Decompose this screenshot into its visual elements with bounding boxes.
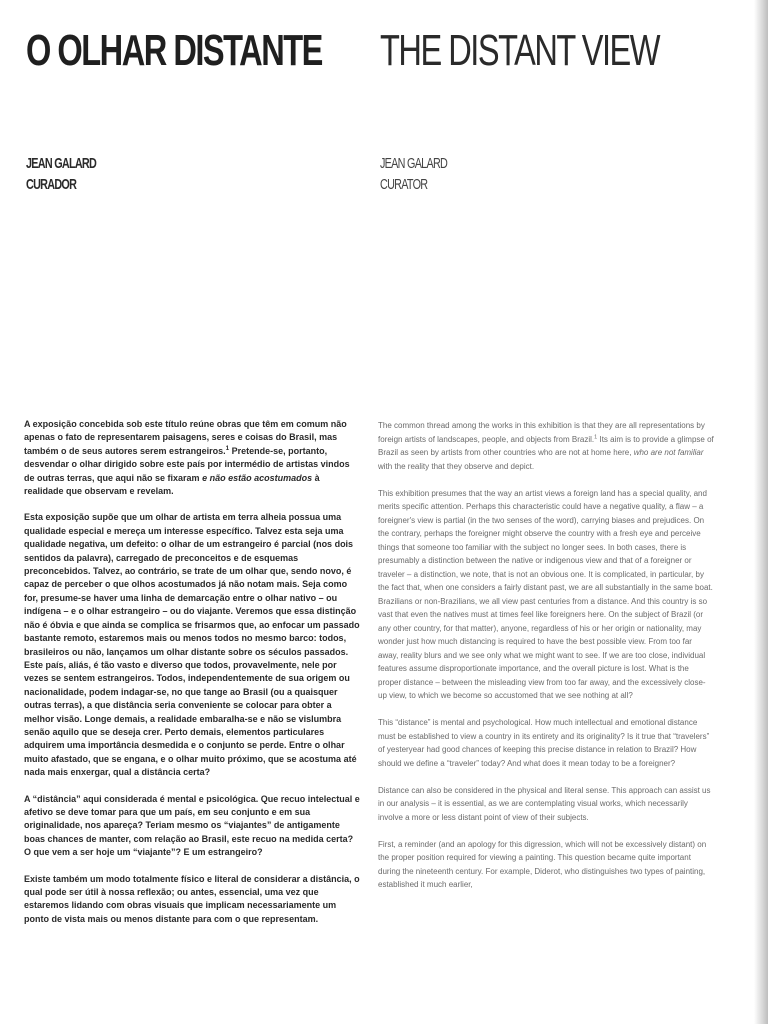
text-run: Its aim is to provide a glimpse of Brazil as seen by artists from other countries who are not at home here,: [378, 434, 714, 457]
text-run: à realidade que observam e revelam.: [24, 472, 320, 497]
emphasis-text: e não estão acostumados: [202, 472, 313, 483]
paragraph: This exhibition presumes that the way an artist views a foreign land has a special quality, and merits specific attention. Perhaps this characteristic could have a negative quality, a flaw – a foreigner's view is partial (in the two senses of the word), carrying biases and prejudices. On the contrary, perhaps the foreigner might observe the country with a fresh eye and perceive things that someone too familiar with the subject no longer sees. In both cases, there is presumably a distinction between the native or indigenous view and that of a foreigner or traveler – a distinction, we note, that is not an obvious one. It is complicated, in particular, by the fact that, when one considers a fairly distant past, we are all substantially in the same boat. Brazilians or non-Brazilians, we all view past centuries from a distance. And this country is so vast that even the natives must at times feel like foreigners here. On the subject of Brazil (or any other country, for that matter), anyone, regardless of his or her origin or nationality, may wonder just how much distancing is required to have the best possible view. From too far away, reality blurs and we see only what we might want to see. If we are too close, individual features assume disproportionate importance, and the overall picture is lost. What is the proper distance – between the misleading view from too far away, and the excessively close-up view, to which we become so accustomed that we see nothing at all?: [378, 488, 713, 700]
author-role: CURADOR: [26, 176, 77, 193]
title-portuguese: O OLHAR DISTANTE: [26, 26, 322, 75]
author-role: CURATOR: [380, 176, 428, 193]
byline-portuguese: [26, 153, 96, 195]
byline-english: [380, 153, 447, 195]
text-run: The common thread among the works in this exhibition is that they are all representations by foreign artists of landscapes, people, and objects from Brazil.: [378, 421, 705, 444]
text-run: with the reality that they observe and depict.: [378, 461, 535, 471]
paragraph: First, a reminder (and an apology for this digression, which will not be excessively distant) on the proper position required for viewing a painting. This question became quite important during the nineteenth century. For example, Diderot, who distinguishes two types of painting, established it much earlier,: [378, 839, 707, 889]
portuguese-column: [24, 418, 360, 939]
paragraph: Existe também um modo totalmente físico e literal de considerar a distância, o qual pode ser útil à nossa reflexão; ou antes, essencial, uma vez que estaremos lidando com obras visuais que implicam necessariamente um ponto de vista mais ou menos distante para com o que representam.: [24, 873, 360, 924]
title-english: THE DISTANT VIEW: [380, 26, 660, 75]
page-edge-shadow: [754, 0, 768, 1024]
paragraph: Distance can also be considered in the physical and literal sense. This approach can assist us in our analysis – it is essential, as we are contemplating visual works, which necessarily involve a more or less distant point of view of their subjects.: [378, 785, 711, 822]
paragraph: [378, 419, 714, 473]
paragraph: [24, 418, 360, 498]
paragraph: This “distance” is mental and psychological. How much intellectual and emotional distance must be established to view a country in its entirety and its originality? Is it true that “travelers” of yesteryear had good chances of keeping this precise distance in relation to Brazil? How should we define a “traveler” today? And what does it mean today to be a foreigner?: [378, 718, 710, 768]
emphasis-text: who are not familiar: [633, 448, 704, 457]
author-name: JEAN GALARD: [26, 155, 97, 172]
english-column: [378, 419, 714, 905]
text-run: A exposição concebida sob este título reúne obras que têm em comum não apenas o fato de representarem paisagens, seres e coisas do Brasil, mas também o de seus autores serem estrangeiros.: [24, 419, 347, 456]
paragraph: Esta exposição supõe que um olhar de artista em terra alheia possua uma qualidade especial e mereça um interesse específico. Talvez esta seja uma qualidade negativa, um defeito: o olhar de um estrangeiro é parcial (nos dois sentidos da palavra), carregado de preconceitos e de esquemas preconcebidos. Talvez, ao contrário, se trate de um olhar que, sendo novo, é capaz de perceber o que olhos acostumados já não notam mais. Seja como for, presume-se haver uma linha de demarcação entre o olhar nativo – ou indígena – e o olhar estrangeiro – ou do viajante. Veremos que essa distinção não é óbvia e que ainda se complica se frisarmos que, ao enfocar um passado bastante remoto, estaremos mais ou menos todos no mesmo barco: todos, brasileiros ou não, lançamos um olhar distante sobre os séculos passados. Este país, aliás, é tão vasto e diverso que todos, provavelmente, nele por vezes se sentem estrangeiros. Todos, independentemente de sua origem ou nacionalidade, podem indagar-se, no que tange ao Brasil (ou a quaisquer outras terras), a que distância seria conveniente se colocar para obter a melhor visão. Longe demais, a realidade embaralha-se e não se vislumbra senão aquilo que se deseja crer. Perto demais, elementos particulares adquirem uma importância desmedida e o conjunto se perde. Entre o olhar muito afastado, que se engana, e o olhar muito próximo, que se acostuma até nada mais enxergar, qual a distância certa?: [24, 512, 360, 778]
text-run: Pretende-se, portanto, desvendar o olhar dirigido sobre este país por intermédio de artistas vindos de outras terras, que aqui não se fixaram: [24, 445, 350, 483]
footnote-marker: 1: [594, 433, 598, 440]
author-name: JEAN GALARD: [380, 155, 448, 172]
footnote-marker: 1: [225, 444, 230, 452]
paragraph: A “distância” aqui considerada é mental e psicológica. Que recuo intelectual e afetivo se deve tomar para que um país, em seu conjunto e em sua originalidade, nos apareça? Teriam mesmo os “viajantes” de antigamente boas chances de manter, com relação ao Brasil, este recuo na medida certa? O que vem a ser hoje um “viajante”? E um estrangeiro?: [24, 793, 360, 858]
